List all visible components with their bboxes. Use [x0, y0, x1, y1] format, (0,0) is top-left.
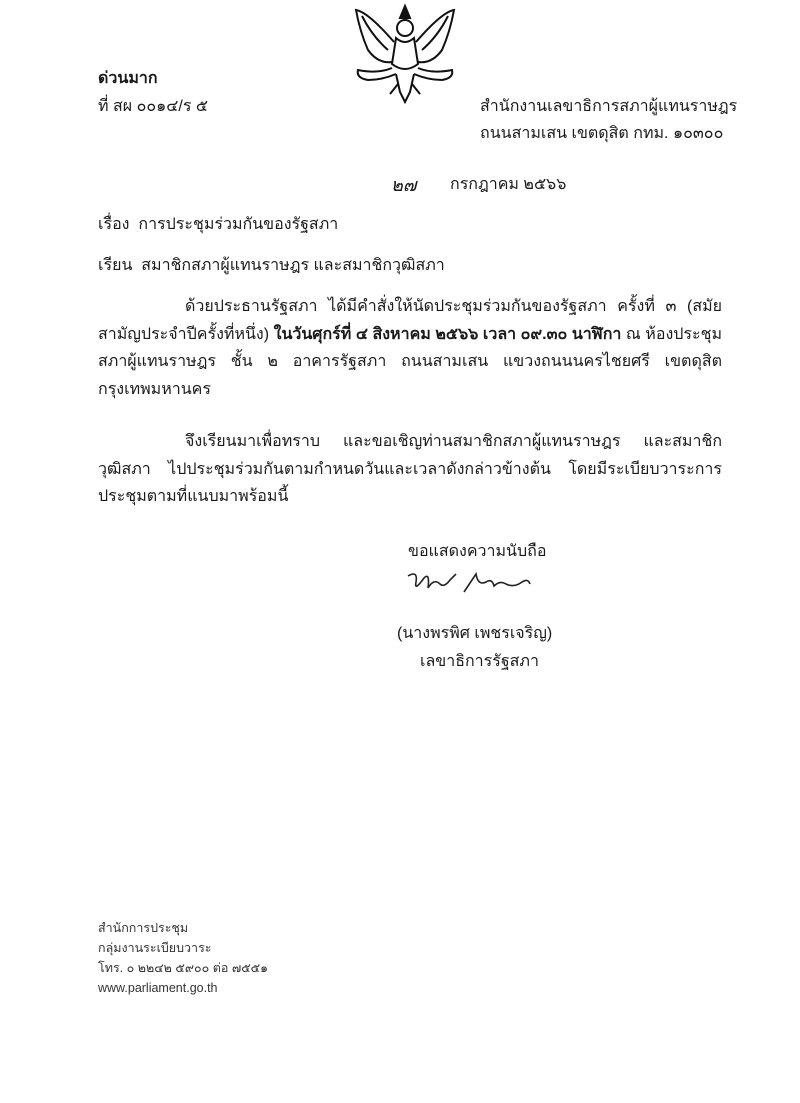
meeting-datetime: ในวันศุกร์ที่ ๔ สิงหาคม ๒๕๖๖ เวลา ๐๙.๓๐ นาฬิกา [273, 325, 622, 343]
office-address: ถนนสามเสน เขตดุสิต กทม. ๑๐๓๐๐ [480, 125, 724, 142]
subject-label: เรื่อง [98, 216, 130, 233]
body-paragraph-2: จึงเรียนมาเพื่อทราบ และขอเชิญท่านสมาชิกสภาผู้แทนราษฎร และสมาชิกวุฒิสภา ไปประชุมร่วมกันตามกำหนดวันและเวลาดังกล่าวข้างต้น โดยมีระเบียบวาระการประชุมตามที่แนบมาพร้อมนี้ [98, 433, 722, 505]
subject-text: การประชุมร่วมกันของรัฐสภา [138, 216, 339, 233]
footer-website: www.parliament.go.th [98, 981, 218, 995]
closing-salutation: ขอแสดงความนับถือ [408, 543, 547, 560]
recipient-line [98, 253, 445, 278]
p1-end: ณ ห้องประชุมสภาผู้แทนราษฎร ชั้น ๒ อาคารรัฐสภา ถนนสามเสน แขวงถนนนครไชยศรี เขตดุสิต กรุงเทพมหานคร [98, 325, 723, 398]
footer [98, 918, 268, 998]
garuda-emblem-icon [338, 2, 472, 104]
p1-start: ด้วยประธานรัฐสภา ได้มีคำสั่งให้นัดประชุมร่วมกันของรัฐสภา ครั้งที่ ๓ (สมัยสามัญประจำปีครั้งที่หนึ่ง) [98, 298, 722, 343]
footer-group: กลุ่มงานระเบียบวาระ [98, 941, 212, 955]
recipient-label: เรียน [98, 257, 133, 274]
date-day: ๒๗ [391, 175, 417, 195]
signer-title: เลขาธิการรัฐสภา [420, 653, 539, 670]
date-month-year: กรกฎาคม ๒๕๖๖ [450, 176, 567, 193]
subject-line [98, 212, 338, 237]
signature-icon [404, 568, 544, 598]
signer-name: (นางพรพิศ เพชรเจริญ) [397, 625, 553, 642]
office-name: สำนักงานเลขาธิการสภาผู้แทนราษฎร [480, 98, 738, 115]
footer-phone: โทร. ๐ ๒๒๔๒ ๕๙๐๐ ต่อ ๗๕๕๑ [98, 961, 269, 975]
reference-number: ที่ สผ ๐๐๑๔/ร ๕ [98, 98, 208, 115]
body-paragraph-1 [98, 293, 722, 403]
footer-department: สำนักการประชุม [98, 921, 189, 935]
recipient-text: สมาชิกสภาผู้แทนราษฎร และสมาชิกวุฒิสภา [141, 257, 445, 274]
urgency-label: ด่วนมาก [98, 70, 158, 87]
